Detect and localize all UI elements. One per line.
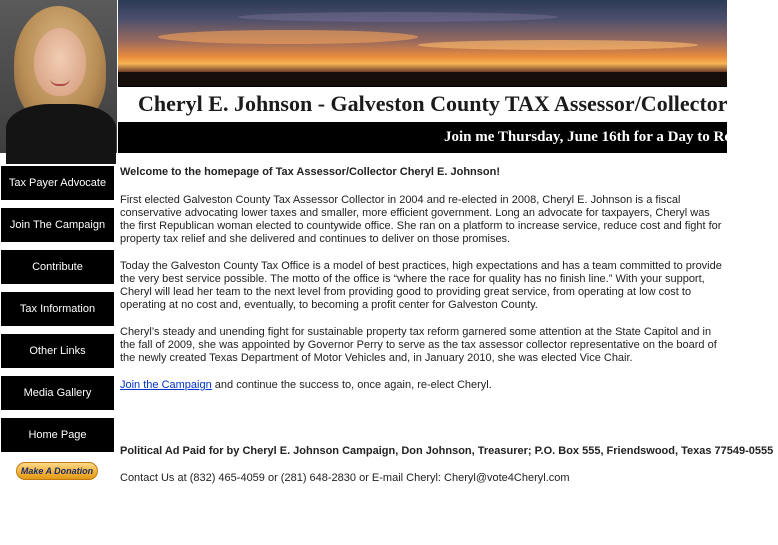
- political-ad-disclaimer: Political Ad Paid for by Cheryl E. Johnson Campaign, Don Johnson, Treasurer; P.O. Box 555, Friendswood, Texas 77549-0555: [120, 445, 774, 457]
- join-campaign-link[interactable]: Join the Campaign: [120, 379, 212, 391]
- banner-cloud: [238, 12, 558, 22]
- banner-horizon: [118, 72, 727, 86]
- banner-cloud: [158, 30, 418, 44]
- welcome-heading: Welcome to the homepage of Tax Assessor/Collector Cheryl E. Johnson!: [120, 166, 500, 178]
- portrait-body: [6, 104, 116, 164]
- announcement-bar: [118, 124, 778, 153]
- contact-info: Contact Us at (832) 465-4059 or (281) 648-2830 or E-mail Cheryl: Cheryl@vote4Cheryl.com: [120, 472, 570, 484]
- nav-item-tax-payer-advocate[interactable]: Tax Payer Advocate: [1, 166, 114, 200]
- bio-paragraph-2: Today the Galveston County Tax Office is a model of best practices, high expectations and has a team committed to provide the very best service possible. The motto of the office is “where the race for quality has no finish line.” With your support, Cheryl will lead her team to the next level from providing good to providing great service, from operating at low cost to operating at no cost and, eventually, to becoming a profit center for Galveston County.: [120, 260, 722, 311]
- site-title: Cheryl E. Johnson - Galveston County TAX Assessor/Collector: [138, 91, 728, 116]
- join-paragraph-text: and continue the success to, once again, re-elect Cheryl.: [211, 379, 492, 391]
- nav-item-media-gallery[interactable]: Media Gallery: [1, 376, 114, 410]
- sunset-banner: [118, 0, 727, 86]
- nav-item-contribute[interactable]: Contribute: [1, 250, 114, 284]
- site-title-bar: [118, 86, 727, 124]
- join-paragraph: [120, 379, 726, 392]
- bio-paragraph-3: Cheryl’s steady and unending fight for sustainable property tax reform garnered some attention at the State Capitol and in the fall of 2009, she was appointed by Governor Perry to serve as the tax assessor collector representative on the board of the newly created Texas Department of Motor Vehicles and, in January 2010, she was elected Vice Chair.: [120, 326, 717, 364]
- donate-button[interactable]: Make A Donation: [16, 462, 98, 480]
- nav-item-tax-information[interactable]: Tax Information: [1, 292, 114, 326]
- bio-paragraph-1: First elected Galveston County Tax Assessor Collector in 2004 and re-elected in 2008, Cheryl E. Johnson is a fiscal conservative advocating lower taxes and smaller, more efficient government. Long an advocate for taxpayers, Cheryl was the first Republican woman elected to countywide office. She ran on a platform to increase service, reduce cost and fight for property tax relief and she delivered and continues to deliver on those promises.: [120, 194, 722, 245]
- nav-item-join-the-campaign[interactable]: Join The Campaign: [1, 208, 114, 242]
- banner-cloud: [418, 40, 698, 50]
- candidate-portrait: [0, 0, 117, 153]
- announcement-text: Join me Thursday, June 16th for a Day to Remembe: [444, 129, 778, 145]
- nav-item-home-page[interactable]: Home Page: [1, 418, 114, 452]
- nav-item-other-links[interactable]: Other Links: [1, 334, 114, 368]
- sidebar-nav: [1, 166, 114, 460]
